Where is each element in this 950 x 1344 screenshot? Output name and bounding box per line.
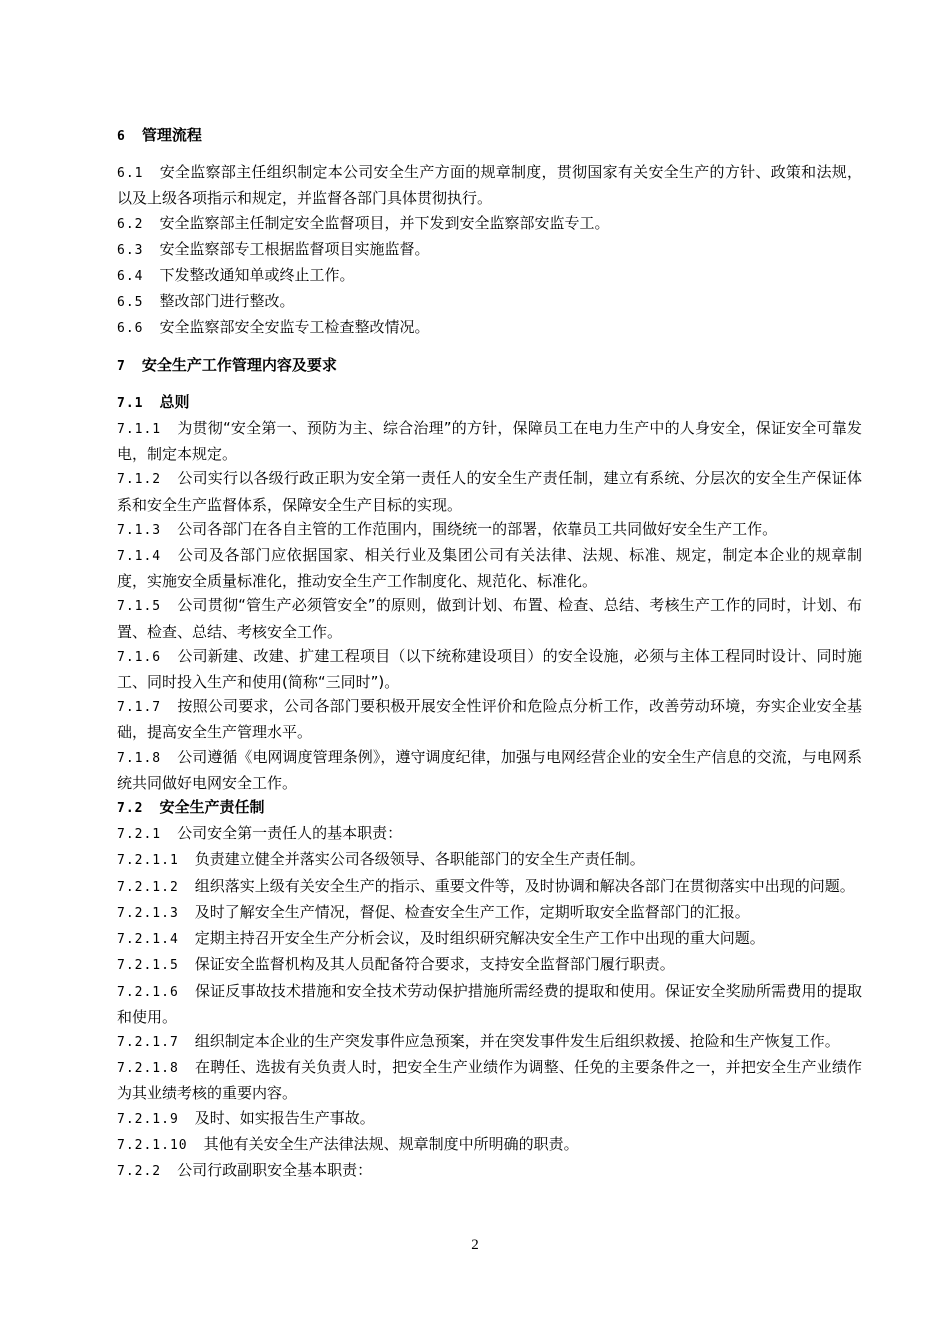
clause-number: 7.1.1 bbox=[117, 422, 162, 438]
clause-paragraph bbox=[117, 237, 862, 263]
clause-number: 7.2.1.4 bbox=[117, 932, 179, 948]
clause-number: 7.2.1.9 bbox=[117, 1111, 179, 1127]
clause-text: 公司贯彻“管生产必须管安全”的原则，做到计划、布置、检查、总结、考核生产工作的同时，计划、布置、检查、总结、考核安全工作。 bbox=[117, 596, 862, 641]
clause-paragraph bbox=[117, 1055, 862, 1105]
clause-text: 公司实行以各级行政正职为安全第一责任人的安全生产责任制，建立有系统、分层次的安全生产保证体系和安全生产监督体系，保障安全生产目标的实现。 bbox=[117, 469, 862, 514]
clause-paragraph bbox=[117, 160, 862, 210]
clause-paragraph bbox=[117, 543, 862, 593]
clause-text: 管理流程 bbox=[141, 126, 202, 144]
clause-number: 7.1.2 bbox=[117, 472, 162, 488]
clause-paragraph bbox=[117, 263, 862, 289]
clause-number: 7.2.1.6 bbox=[117, 984, 179, 1000]
clause-paragraph bbox=[117, 1132, 862, 1158]
clause-paragraph bbox=[117, 517, 862, 543]
clause-text: 定期主持召开安全生产分析会议，及时组织研究解决安全生产工作中出现的重大问题。 bbox=[194, 929, 765, 948]
clause-paragraph bbox=[117, 979, 862, 1029]
clause-paragraph bbox=[117, 1029, 862, 1055]
clause-paragraph bbox=[117, 745, 862, 795]
clause-number: 7.1 bbox=[117, 395, 144, 411]
clause-paragraph bbox=[117, 900, 862, 926]
clause-number: 6.5 bbox=[117, 295, 144, 311]
clause-paragraph bbox=[117, 1158, 862, 1184]
clause-text: 及时、如实报告生产事故。 bbox=[194, 1108, 375, 1127]
clause-number: 7.1.6 bbox=[117, 649, 162, 665]
clause-text: 安全监察部安全安监专工检查整改情况。 bbox=[159, 318, 430, 337]
clause-number: 6.2 bbox=[117, 216, 144, 232]
clause-text: 公司及各部门应依据国家、相关行业及集团公司有关法律、法规、标准、规定，制定本企业的规章制度，实施安全质量标准化，推动安全生产工作制度化、规范化、标准化。 bbox=[117, 546, 862, 591]
clause-number: 7.1.5 bbox=[117, 599, 162, 615]
clause-text: 为贯彻“安全第一、预防为主、综合治理”的方针，保障员工在电力生产中的人身安全，保证安全可靠发电，制定本规定。 bbox=[117, 419, 862, 464]
clause-paragraph bbox=[117, 593, 862, 643]
clause-text: 组织落实上级有关安全生产的指示、重要文件等，及时协调和解决各部门在贯彻落实中出现的问题。 bbox=[194, 876, 855, 895]
clause-number: 7.1.7 bbox=[117, 700, 162, 716]
clause-paragraph bbox=[117, 694, 862, 744]
clause-text: 总则 bbox=[159, 392, 190, 411]
clause-number: 7.2.2 bbox=[117, 1163, 162, 1179]
clause-text: 公司新建、改建、扩建工程项目（以下统称建设项目）的安全设施，必须与主体工程同时设计、同时施工、同时投入生产和使用(简称“三同时”)。 bbox=[117, 646, 862, 692]
clause-paragraph bbox=[117, 211, 862, 237]
clause-text: 安全监察部专工根据监督项目实施监督。 bbox=[159, 239, 430, 258]
clause-number: 7.2.1.3 bbox=[117, 905, 179, 921]
clause-number: 6.1 bbox=[117, 166, 144, 182]
clause-text: 安全生产工作管理内容及要求 bbox=[141, 355, 337, 374]
section-heading bbox=[117, 123, 862, 149]
section-heading bbox=[117, 795, 862, 821]
clause-text: 下发整改通知单或终止工作。 bbox=[159, 266, 355, 285]
clause-text: 整改部门进行整改。 bbox=[159, 292, 295, 311]
clause-text: 其他有关安全生产法律法规、规章制度中所明确的职责。 bbox=[203, 1134, 579, 1153]
clause-number: 7.1.8 bbox=[117, 750, 162, 766]
section-heading bbox=[117, 390, 862, 416]
clause-text: 公司安全第一责任人的基本职责： bbox=[177, 824, 403, 843]
clause-paragraph bbox=[117, 952, 862, 978]
clause-text: 公司各部门在各自主管的工作范围内，围绕统一的部署，依靠员工共同做好安全生产工作。 bbox=[177, 519, 778, 538]
clause-text: 负责建立健全并落实公司各级领导、各职能部门的安全生产责任制。 bbox=[194, 850, 645, 869]
clause-text: 保证安全监督机构及其人员配备符合要求，支持安全监督部门履行职责。 bbox=[194, 955, 675, 974]
clause-paragraph bbox=[117, 289, 862, 315]
clause-text: 保证反事故技术措施和安全技术劳动保护措施所需经费的提取和使用。保证安全奖励所需费用的提取和使用。 bbox=[117, 981, 862, 1026]
clause-number: 7.1.4 bbox=[117, 549, 162, 565]
clause-number: 6 bbox=[117, 129, 126, 144]
clause-number: 7.2.1.8 bbox=[117, 1061, 179, 1077]
clause-paragraph bbox=[117, 821, 862, 847]
clause-paragraph bbox=[117, 1106, 862, 1132]
clause-number: 7.2.1.1 bbox=[117, 853, 179, 869]
clause-number: 7.1.3 bbox=[117, 522, 162, 538]
page-number: 2 bbox=[471, 1237, 479, 1253]
clause-paragraph bbox=[117, 847, 862, 873]
clause-paragraph bbox=[117, 466, 862, 516]
clause-number: 7.2 bbox=[117, 801, 144, 817]
clause-text: 安全生产责任制 bbox=[159, 798, 265, 817]
clause-number: 7.2.1.5 bbox=[117, 958, 179, 974]
clause-text: 组织制定本企业的生产突发事件应急预案，并在突发事件发生后组织救援、抢险和生产恢复工作。 bbox=[194, 1031, 840, 1050]
clause-text: 公司行政副职安全基本职责： bbox=[177, 1160, 373, 1179]
clause-number: 7.2.1 bbox=[117, 827, 162, 843]
clause-text: 安全监察部主任制定安全监督项目，并下发到安全监察部安监专工。 bbox=[159, 213, 610, 232]
clause-number: 7 bbox=[117, 358, 126, 374]
clause-number: 7.2.1.2 bbox=[117, 879, 179, 895]
clause-text: 按照公司要求，公司各部门要积极开展安全性评价和危险点分析工作，改善劳动环境，夯实企业安全基础，提高安全生产管理水平。 bbox=[117, 697, 862, 742]
document-body bbox=[117, 123, 862, 1184]
clause-text: 安全监察部主任组织制定本公司安全生产方面的规章制度，贯彻国家有关安全生产的方针、政策和法规，以及上级各项指示和规定，并监督各部门具体贯彻执行。 bbox=[117, 163, 862, 208]
clause-paragraph bbox=[117, 315, 862, 341]
section-heading bbox=[117, 353, 862, 379]
clause-text: 及时了解安全生产情况，督促、检查安全生产工作，定期听取安全监督部门的汇报。 bbox=[194, 902, 750, 921]
clause-text: 在聘任、选拔有关负责人时，把安全生产业绩作为调整、任免的主要条件之一，并把安全生产业绩作为其业绩考核的重要内容。 bbox=[117, 1058, 862, 1103]
clause-text: 公司遵循《电网调度管理条例》，遵守调度纪律，加强与电网经营企业的安全生产信息的交流，与电网系统共同做好电网安全工作。 bbox=[117, 747, 862, 792]
clause-number: 6.4 bbox=[117, 269, 144, 285]
clause-paragraph bbox=[117, 926, 862, 952]
clause-paragraph bbox=[117, 874, 862, 900]
clause-paragraph bbox=[117, 644, 862, 694]
clause-number: 6.6 bbox=[117, 321, 144, 337]
clause-paragraph bbox=[117, 416, 862, 466]
clause-number: 7.2.1.7 bbox=[117, 1034, 179, 1050]
clause-number: 7.2.1.10 bbox=[117, 1137, 188, 1153]
clause-number: 6.3 bbox=[117, 242, 144, 258]
